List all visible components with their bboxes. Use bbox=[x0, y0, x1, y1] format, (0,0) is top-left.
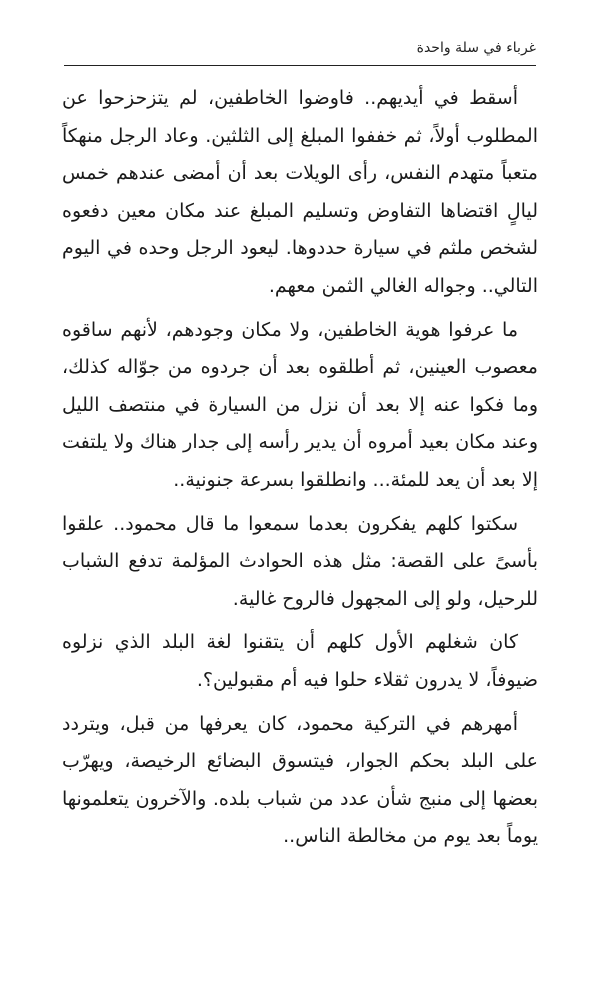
paragraph: أسقط في أيديهم.. فاوضوا الخاطفين، لم يتزحزحوا عن المطلوب أولاً، ثم خففوا المبلغ إلى الثلثين. وعاد الرجل منهكاً متعباً متهدم النفس، رأى الويلات بعد أن أمضى عندهم خمس ليالٍ اقتضاها التفاوض وتسليم المبلغ عند مكان معين دفعوه لشخص ملثم في سيارة حددوها. ليعود الرجل وحده في اليوم التالي.. وجواله الغالي الثمن معهم. bbox=[62, 87, 538, 297]
running-header bbox=[64, 32, 536, 66]
running-title: غرباء في سلة واحدة bbox=[416, 40, 536, 56]
paragraph: ما عرفوا هوية الخاطفين، ولا مكان وجودهم، لأنهم ساقوه معصوب العينين، ثم أطلقوه بعد أن جردوه من جوّاله كذلك، وما فكوا عنه إلا بعد أن نزل من السيارة في منتصف الليل وعند مكان بعيد أمروه أن يدير رأسه إلى جدار هناك ولا يلتفت إلا بعد أن يعد للمئة... وانطلقوا بسرعة جنونية.. bbox=[62, 318, 538, 491]
paragraph: كان شغلهم الأول كلهم أن يتقنوا لغة البلد الذي نزلوه ضيوفاً، لا يدرون ثقلاء حلوا فيه أم مقبولين؟. bbox=[62, 631, 538, 691]
body-text bbox=[62, 80, 538, 862]
paragraph: سكتوا كلهم يفكرون بعدما سمعوا ما قال محمود.. علقوا بأسىً على القصة: مثل هذه الحوادث المؤلمة تدفع الشباب للرحيل، ولو إلى المجهول فالروح غالية. bbox=[62, 512, 538, 610]
paragraph: أمهرهم في التركية محمود، كان يعرفها من قبل، ويتردد على البلد بحكم الجوار، فيتسوق البضائع الرخيصة، ويهرّب بعضها إلى منبج شأن عدد من شباب بلده. والآخرون يتعلمونها يوماً بعد يوم من مخالطة الناس.. bbox=[62, 712, 538, 848]
